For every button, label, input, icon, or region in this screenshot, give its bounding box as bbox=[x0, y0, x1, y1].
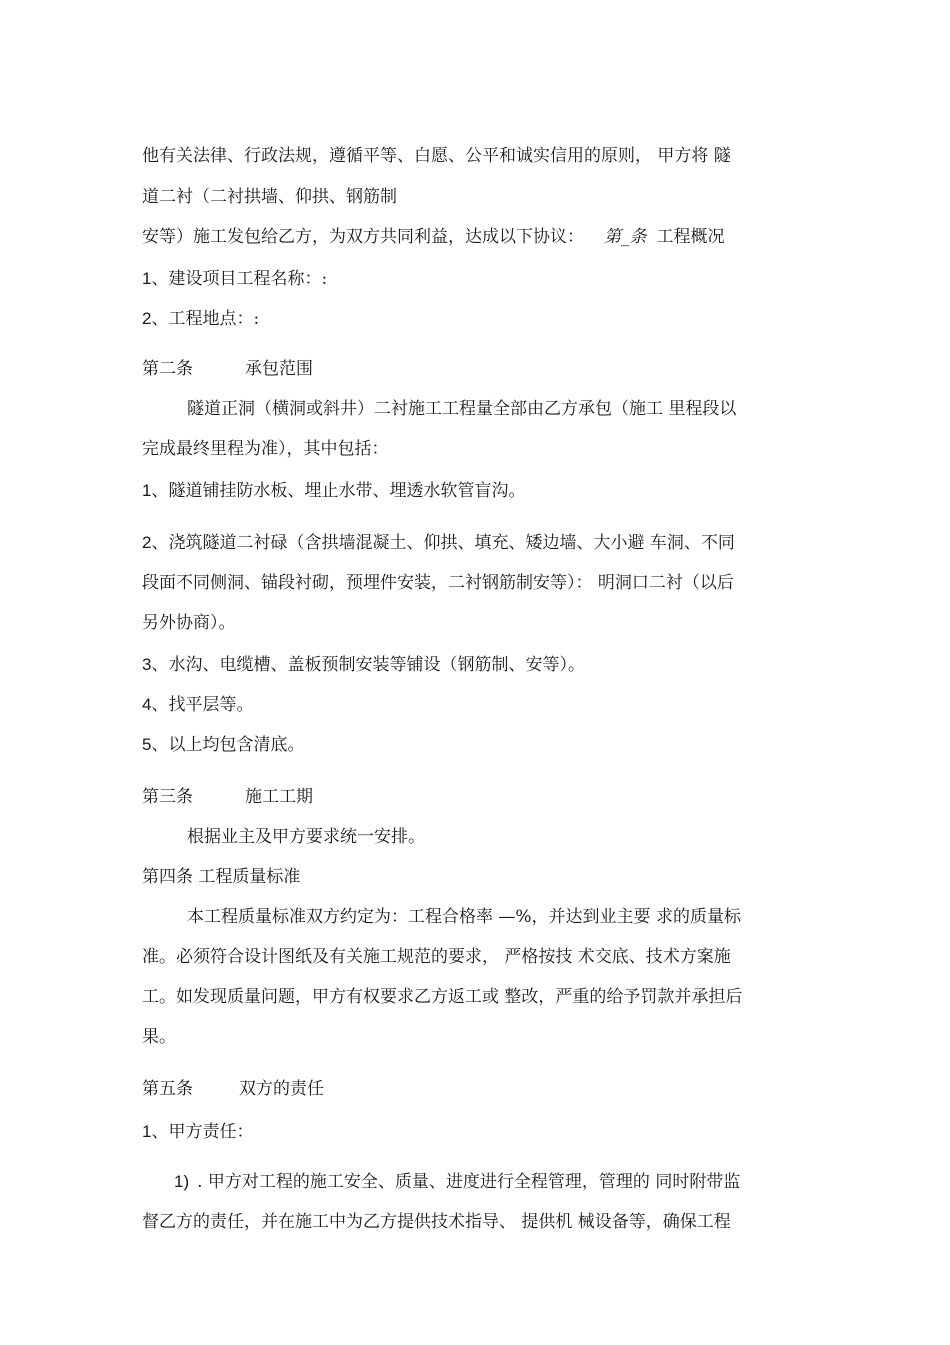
article-2-heading bbox=[142, 358, 313, 380]
list-item bbox=[142, 480, 525, 502]
paragraph-line: 段面不同侧洞、锚段衬砌，预埋件安装，二衬钢筋制安等）： 明洞口二衬（以后 bbox=[142, 573, 734, 593]
paragraph-line: 另外协商）。 bbox=[142, 613, 236, 633]
list-item bbox=[142, 268, 327, 290]
list-item bbox=[142, 308, 259, 330]
article-5-heading bbox=[142, 1078, 324, 1100]
item-text: 、隧道铺挂防水板、埋止水带、埋透水软管盲沟。 bbox=[151, 481, 526, 501]
article-title: 双方的责任 bbox=[239, 1079, 324, 1099]
intro-line-3-text: 安等）施工发包给乙方，为双方共同利益，达成以下协议： bbox=[142, 227, 584, 247]
intro-line-2: 道二衬（二衬拱墙、仰拱、钢筋制 bbox=[142, 187, 397, 207]
item-number: 5 bbox=[142, 735, 152, 754]
paragraph-line: 本工程质量标准双方约定为：工程合格率 —%，并达到业主要 求的质量标 bbox=[187, 907, 741, 927]
article-4-heading: 第四条 工程质量标准 bbox=[142, 867, 301, 887]
article-number: 第二条 bbox=[142, 359, 193, 379]
list-item bbox=[142, 654, 585, 676]
intro-line-1: 他有关法律、行政法规，遵循平等、白愿、公平和诚实信用的原则， 甲方将 隧 bbox=[142, 146, 731, 166]
list-item bbox=[142, 694, 253, 716]
item-text: 、找平层等。 bbox=[151, 695, 254, 715]
item-number: 2 bbox=[142, 533, 152, 552]
item-number: 1 bbox=[142, 1122, 152, 1141]
list-item bbox=[142, 1121, 253, 1143]
article-1-title: 工程概况 bbox=[656, 227, 725, 247]
intro-line-3 bbox=[142, 226, 725, 248]
sub-item-text: . 甲方对工程的施工安全、质量、进度进行全程管理，管理的 同时附带监 bbox=[197, 1172, 741, 1192]
item-text: 、工程地点：: bbox=[151, 309, 260, 329]
item-number: 1 bbox=[142, 269, 152, 288]
paragraph-line: 根据业主及甲方要求统一安排。 bbox=[187, 827, 425, 847]
item-number: 4 bbox=[142, 695, 152, 714]
item-number: 1 bbox=[142, 481, 152, 500]
item-text: 、甲方责任： bbox=[151, 1122, 254, 1142]
sub-item bbox=[174, 1171, 740, 1193]
paragraph-line: 果。 bbox=[142, 1027, 176, 1047]
item-text: 、浇筑隧道二衬碌（含拱墙混凝土、仰拱、填充、矮边墙、大小避 车洞、不同 bbox=[151, 533, 735, 553]
paragraph-line: 完成最终里程为准），其中包括： bbox=[142, 439, 389, 459]
list-item bbox=[142, 734, 304, 756]
article-number: 第三条 bbox=[142, 787, 193, 807]
article-title: 承包范围 bbox=[245, 359, 313, 379]
list-item bbox=[142, 532, 735, 554]
item-text: 、水沟、电缆槽、盖板预制安装等铺设（钢筋制、安等）。 bbox=[151, 655, 585, 675]
item-text: 、以上均包含清底。 bbox=[151, 735, 305, 755]
item-number: 3 bbox=[142, 655, 152, 674]
paragraph-line: 准。必须符合设计图纸及有关施工规范的要求， 严格按技 术交底、技术方案施 bbox=[142, 947, 731, 967]
paragraph-line: 工。如发现质量问题，甲方有权要求乙方返工或 整改，严重的给予罚款并承担后 bbox=[142, 987, 743, 1007]
paragraph-line: 隧道正洞（横洞或斜井）二衬施工工程量全部由乙方承包（施工 里程段以 bbox=[187, 399, 737, 419]
article-3-heading bbox=[142, 786, 313, 808]
paragraph-line: 督乙方的责任，并在施工中为乙方提供技术指导、 提供机 械设备等，确保工程 bbox=[142, 1212, 731, 1232]
item-text: 、建设项目工程名称：: bbox=[151, 269, 328, 289]
article-title: 施工工期 bbox=[245, 787, 313, 807]
item-number: 2 bbox=[142, 309, 152, 328]
article-number: 第五条 bbox=[142, 1079, 193, 1099]
article-1-heading: 第_条 bbox=[604, 227, 647, 247]
sub-item-number: 1) bbox=[174, 1172, 190, 1191]
